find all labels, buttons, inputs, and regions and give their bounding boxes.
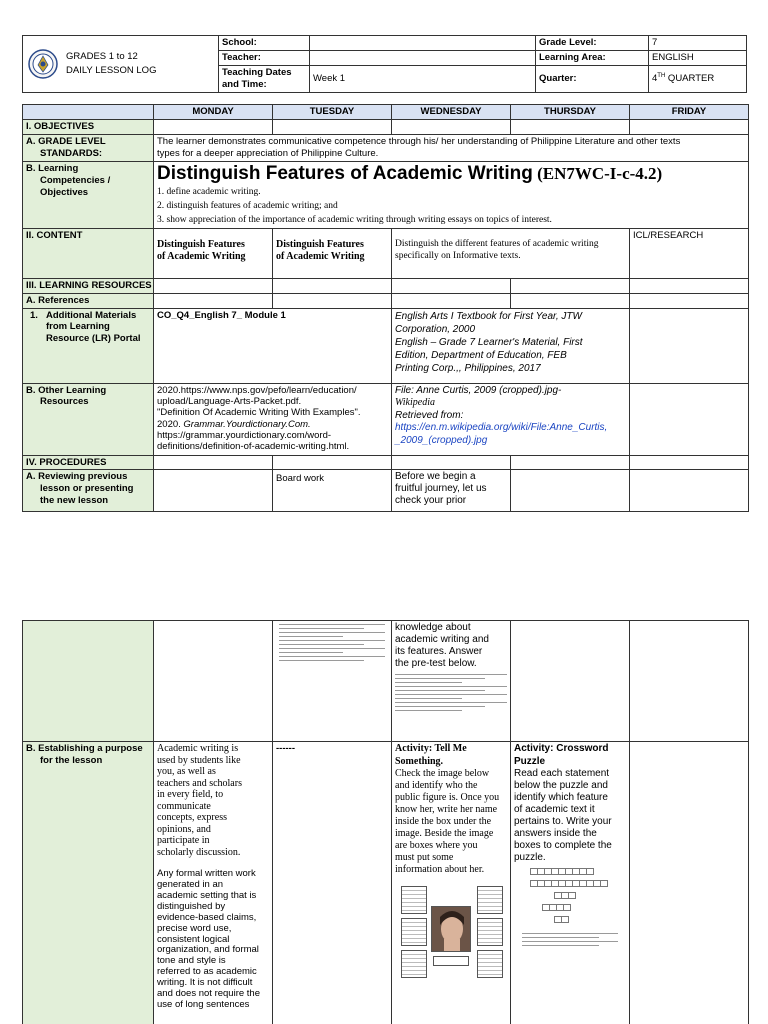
purpose-wed <box>392 742 511 1024</box>
purpose-mon-paragraph2 <box>157 869 269 1011</box>
competency-item-3: 3. show appreciation of the importance of academic writing through writing essays on topics of interest. <box>157 214 552 225</box>
other-resources-mon-line3: "Definition Of Academic Writing With Examples". <box>157 407 361 419</box>
deped-seal-icon <box>28 49 58 79</box>
activity-tell-me-body-line-5: inside the box under the <box>395 816 492 827</box>
quarter-word: QUARTER <box>665 72 715 84</box>
school-label: School: <box>219 36 310 51</box>
procedures-thu <box>511 455 630 470</box>
header-title-line2: DAILY LESSON LOG <box>66 64 157 76</box>
competency-item-1: 1. define academic writing. <box>157 186 261 197</box>
header-table <box>22 35 747 93</box>
objectives-tue <box>273 119 392 134</box>
content-tue-line2: of Academic Writing <box>276 251 365 263</box>
info-box-right-bottom <box>477 950 503 978</box>
additional-materials-line3: Resource (LR) Portal <box>46 333 141 345</box>
teaching-dates-value: Week 1 <box>310 65 536 92</box>
additional-materials-mon: CO_Q4_English 7_ Module 1 <box>154 308 392 383</box>
grade-level-value: 7 <box>649 36 747 51</box>
activity-tell-me-body-line-9: information about her. <box>395 864 485 875</box>
purpose-mon-p2-line-7: consistent logical <box>157 933 230 945</box>
references-mon <box>154 293 273 308</box>
activity-crossword-body-line-6: answers inside the <box>514 828 597 839</box>
reviewing-label-line1: A. Reviewing previous <box>26 471 128 483</box>
purpose-mon-p2-line-4: distinguished by <box>157 900 226 912</box>
purpose-mon-p2-line-5: evidence-based claims, <box>157 911 257 923</box>
purpose-mon <box>154 742 273 1024</box>
other-resources-mon-site: Grammar.Yourdictionary.Com. <box>183 418 311 430</box>
reviewing-cont-tue <box>273 621 392 742</box>
other-resources-mon <box>154 383 392 455</box>
purpose-fri <box>630 742 749 1024</box>
purpose-mon-paragraph1 <box>157 743 269 858</box>
purpose-mon-p1-line-8: opinions, and <box>157 823 211 835</box>
crossword-puzzle-graphic <box>514 868 626 930</box>
portrait-icon <box>432 907 471 952</box>
procedures-label: IV. PROCEDURES <box>23 455 154 470</box>
info-box-left-top <box>401 886 427 914</box>
purpose-mon-p2-line-13: use of long sentences <box>157 999 250 1011</box>
reviewing-mon <box>154 470 273 512</box>
activity-crossword-body-line-7: boxes to complete the <box>514 840 612 851</box>
learning-area-value: ENGLISH <box>649 50 747 65</box>
content-tue <box>273 228 392 278</box>
resources-mon <box>154 278 273 293</box>
reviewing-cont-wed-line3: its features. Answer <box>395 646 483 657</box>
activity-crossword-body-line-5: pertains to. Write your <box>514 816 612 827</box>
competencies-label-line1: B. Learning <box>26 162 79 174</box>
standards-label-line2: STANDARDS: <box>40 147 103 159</box>
reviewing-cont-wed <box>392 621 511 742</box>
procedures-tue <box>273 455 392 470</box>
reviewing-cont-thu <box>511 621 630 742</box>
activity-crossword-body <box>514 768 626 864</box>
content-wed <box>392 228 630 278</box>
purpose-mon-p2-line-9: tone and style is <box>157 955 226 967</box>
resources-thu <box>511 278 630 293</box>
reviewing-wed-line3: check your prior <box>395 495 467 507</box>
lesson-log-table-page2 <box>22 620 749 1024</box>
reviewing-cont-fri <box>630 621 749 742</box>
activity-tell-me-body-line-3: public figure is. Once you <box>395 792 500 803</box>
content-wed-line1: Distinguish the different features of academic writing <box>395 238 599 249</box>
reviewing-label <box>23 470 154 512</box>
day-header-thursday: THURSDAY <box>511 105 630 120</box>
purpose-mon-p2-line-11: writing. It is not difficult <box>157 977 253 989</box>
purpose-mon-p1-line-9: participate in <box>157 835 210 846</box>
reviewing-tue: Board work <box>273 470 392 512</box>
references-tue <box>273 293 392 308</box>
other-resources-mon-line4 <box>157 419 388 430</box>
purpose-mon-p2-line-3: academic setting that is <box>157 889 257 901</box>
references-thu <box>511 293 630 308</box>
day-header-tuesday: TUESDAY <box>273 105 392 120</box>
purpose-mon-p1-line-1: Academic writing is <box>157 743 239 754</box>
additional-materials-fri <box>630 308 749 383</box>
day-header-friday: FRIDAY <box>630 105 749 120</box>
activity-tell-me-title-line1: Activity: Tell Me <box>395 743 467 754</box>
purpose-tue: ------ <box>273 742 392 1024</box>
other-resources-label <box>23 383 154 455</box>
reviewing-cont-wed-line4: the pre-test below. <box>395 658 477 669</box>
reviewing-label-line3: the new lesson <box>40 495 109 507</box>
school-value <box>310 36 536 51</box>
purpose-mon-p2-line-6: precise word use, <box>157 922 232 934</box>
other-resources-mon-line2: upload/Language-Arts-Packet.pdf. <box>157 395 302 407</box>
teacher-value <box>310 50 536 65</box>
purpose-mon-p1-line-4: teachers and scholars <box>157 777 242 789</box>
additional-materials-wed-line4: Edition, Department of Education, FEB <box>395 349 567 361</box>
references-fri <box>630 293 749 308</box>
references-wed <box>392 293 511 308</box>
content-mon <box>154 228 273 278</box>
tell-me-graphic <box>395 884 507 984</box>
competencies-label <box>23 161 154 228</box>
day-header-blank <box>23 105 154 120</box>
additional-materials-line1: Additional Materials <box>46 309 137 321</box>
reviewing-wed-line2: fruitful journey, let us <box>395 483 487 495</box>
resources-tue <box>273 278 392 293</box>
objectives-mon <box>154 119 273 134</box>
competencies-label-line3: Objectives <box>40 186 89 198</box>
objectives-wed <box>392 119 511 134</box>
activity-tell-me-body-line-4: know her, write her name <box>395 804 498 815</box>
competencies-code: (EN7WC-I-c-4.2) <box>532 163 663 183</box>
standards-label-line1: A. GRADE LEVEL <box>26 135 106 147</box>
content-fri: ICL/RESEARCH <box>630 228 749 278</box>
activity-tell-me-body-line-2: and identify who the <box>395 780 478 791</box>
quarter-number: 4 <box>652 72 658 84</box>
reviewing-cont-mon <box>154 621 273 742</box>
procedures-mon <box>154 455 273 470</box>
activity-crossword-body-line-8: puzzle. <box>514 852 546 863</box>
additional-materials-wed-line2: Corporation, 2000 <box>395 323 476 335</box>
activity-crossword-title-line2: Puzzle <box>514 755 546 767</box>
pretest-questions-thumbnail <box>395 674 507 711</box>
competencies-title <box>157 163 745 185</box>
purpose-mon-p2-line-10: referred to as academic <box>157 966 257 978</box>
standards-text-line2: types for a deeper appreciation of Philippine Culture. <box>157 147 379 159</box>
purpose-label-line2: for the lesson <box>40 754 103 766</box>
additional-materials-line2: from Learning <box>46 321 110 333</box>
info-box-right-top <box>477 886 503 914</box>
purpose-mon-p1-line-2: used by students like <box>157 754 241 766</box>
info-box-right-mid <box>477 918 503 946</box>
competencies-label-line2: Competencies / <box>40 174 111 186</box>
info-box-left-bottom <box>401 950 427 978</box>
standards-label <box>23 134 154 161</box>
activity-crossword-title-line1: Activity: Crossword <box>514 743 609 754</box>
other-resources-wed-link-line1[interactable]: https://en.m.wikipedia.org/wiki/File:Anne_Curtis, <box>395 422 608 433</box>
content-label: II. CONTENT <box>23 228 154 278</box>
resources-fri <box>630 278 749 293</box>
references-label: A. References <box>23 293 154 308</box>
purpose-mon-p1-line-5: in every field, to <box>157 789 224 800</box>
objectives-fri <box>630 119 749 134</box>
name-box <box>433 956 469 966</box>
day-header-monday: MONDAY <box>154 105 273 120</box>
reviewing-cont-wed-line2: academic writing and <box>395 634 489 645</box>
other-resources-mon-line5[interactable]: https://grammar.yourdictionary.com/word- <box>157 430 332 442</box>
additional-materials-label <box>23 308 154 383</box>
purpose-mon-p1-line-6: communicate <box>157 800 211 812</box>
other-resources-mon-line6[interactable]: definitions/definition-of-academic-writing.html. <box>157 441 350 453</box>
content-mon-line1: Distinguish Features <box>157 238 245 250</box>
teaching-dates-label-line2: and Time: <box>222 78 267 90</box>
purpose-mon-p2-line-8: organization, and formal <box>157 944 259 956</box>
reviewing-cont-wed-line1: knowledge about <box>395 622 471 633</box>
content-tue-line1: Distinguish Features <box>276 238 364 250</box>
purpose-mon-p1-line-3: you, as well as <box>157 766 216 777</box>
teacher-label: Teacher: <box>219 50 310 65</box>
purpose-mon-p1-line-10: scholarly discussion. <box>157 846 241 858</box>
other-resources-wed <box>392 383 630 455</box>
purpose-mon-p2-line-1: Any formal written work <box>157 868 256 879</box>
activity-tell-me-body-line-6: image. Beside the image <box>395 828 494 839</box>
activity-tell-me-body-line-7: are boxes where you <box>395 840 478 851</box>
purpose-mon-p2-line-12: and does not require the <box>157 988 260 1000</box>
additional-materials-wed-line5: Printing Corp.,, Philippines, 2017 <box>395 362 541 374</box>
quarter-value <box>649 65 747 92</box>
activity-tell-me-title-line2: Something. <box>395 755 444 767</box>
other-resources-label-line2: Resources <box>40 396 89 408</box>
purpose-thu <box>511 742 630 1024</box>
other-resources-wed-line3: Retrieved from: <box>395 409 464 421</box>
reviewing-cont-label <box>23 621 154 742</box>
resources-label: III. LEARNING RESOURCES <box>23 278 154 293</box>
content-wed-line2: specifically on Informative texts. <box>395 250 521 261</box>
competencies-title-text: Distinguish Features of Academic Writing <box>157 162 533 184</box>
reviewing-label-line2: lesson or presenting <box>40 483 134 495</box>
learning-area-label: Learning Area: <box>536 50 649 65</box>
objectives-thu <box>511 119 630 134</box>
resources-wed <box>392 278 511 293</box>
competencies-content <box>154 161 749 228</box>
standards-text <box>154 134 749 161</box>
lesson-log-table <box>22 104 749 512</box>
purpose-label-line1: B. Establishing a purpose <box>26 743 143 754</box>
additional-materials-wed-line1: English Arts I Textbook for First Year, JTW <box>395 310 582 322</box>
activity-crossword-body-line-2: below the puzzle and <box>514 780 608 791</box>
purpose-label <box>23 742 154 1024</box>
other-resources-wed-line1: File: Anne Curtis, 2009 (cropped).jpg- <box>395 384 562 396</box>
other-resources-label-line1: B. Other Learning <box>26 384 107 396</box>
grade-level-label: Grade Level: <box>536 36 649 51</box>
other-resources-wed-line2: Wikipedia <box>395 397 435 408</box>
activity-crossword-body-line-4: of academic text it <box>514 804 595 815</box>
content-mon-line2: of Academic Writing <box>157 251 246 263</box>
pretest-thumbnail <box>279 624 385 674</box>
objectives-label: I. OBJECTIVES <box>23 119 154 134</box>
teaching-dates-label <box>219 65 310 92</box>
additional-materials-num: 1. <box>30 309 38 321</box>
activity-crossword-body-line-3: identify which feature <box>514 792 608 803</box>
crossword-clues-thumbnail <box>522 933 618 946</box>
reviewing-thu <box>511 470 630 512</box>
day-header-wednesday: WEDNESDAY <box>392 105 511 120</box>
public-figure-photo <box>431 906 471 952</box>
additional-materials-wed-line3: English – Grade 7 Learner's Material, First <box>395 336 583 348</box>
header-logo-cell <box>23 36 219 93</box>
activity-tell-me-body-line-1: Check the image below <box>395 768 490 779</box>
standards-text-line1: The learner demonstrates communicative competence through his/ her understanding of Philippine Literature and other texts <box>157 135 681 147</box>
competency-item-2: 2. distinguish features of academic writing; and <box>157 200 338 211</box>
other-resources-fri <box>630 383 749 455</box>
other-resources-mon-year: 2020. <box>157 418 184 430</box>
other-resources-wed-link-line2[interactable]: _2009_(cropped).jpg <box>395 434 488 446</box>
reviewing-fri <box>630 470 749 512</box>
header-title-line1: GRADES 1 to 12 <box>66 50 138 62</box>
teaching-dates-label-line1: Teaching Dates <box>222 66 292 78</box>
procedures-fri <box>630 455 749 470</box>
info-box-left-mid <box>401 918 427 946</box>
quarter-suffix: TH <box>657 72 666 79</box>
additional-materials-wed <box>392 308 630 383</box>
reviewing-wed-line1: Before we begin a <box>395 471 476 483</box>
purpose-mon-p2-line-2: generated in an <box>157 878 224 890</box>
procedures-wed <box>392 455 511 470</box>
purpose-mon-p1-line-7: concepts, express <box>157 812 227 823</box>
reviewing-wed <box>392 470 511 512</box>
quarter-label: Quarter: <box>536 65 649 92</box>
activity-tell-me-body <box>395 768 507 876</box>
other-resources-mon-line1: 2020.https://www.nps.gov/pefo/learn/education/ <box>157 384 357 396</box>
activity-tell-me-body-line-8: must put some <box>395 852 454 863</box>
activity-crossword-body-line-1: Read each statement <box>514 768 610 779</box>
